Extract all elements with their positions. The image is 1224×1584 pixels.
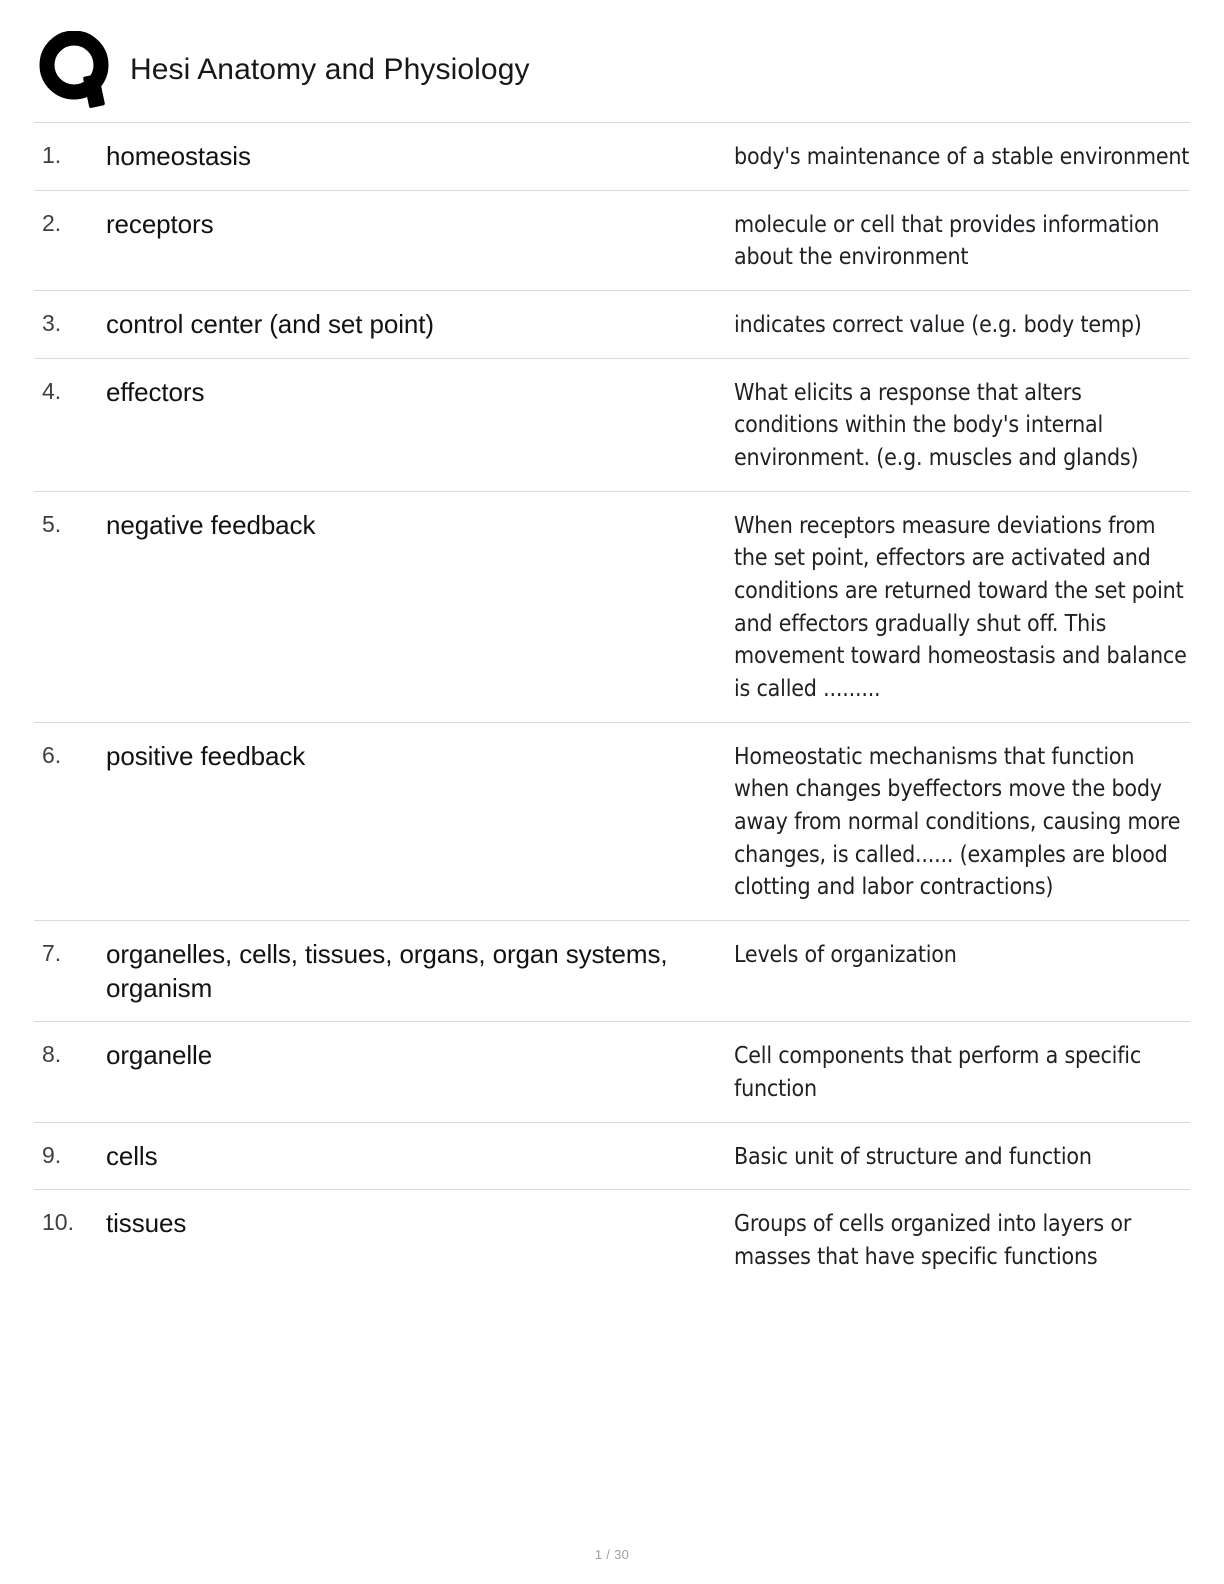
row-definition: Basic unit of structure and function: [734, 1143, 1092, 1170]
row-term: cells: [106, 1140, 158, 1171]
row-term: positive feedback: [106, 740, 306, 771]
row-definition: Homeostatic mechanisms that function when changes byeffectors move the body away from normal conditions, causing more changes, is called...... (examples are blood clotting and labor contractions): [734, 743, 1181, 901]
row-number: 6.: [42, 741, 62, 768]
document-header: [34, 24, 1190, 116]
row-number: 8.: [42, 1041, 62, 1068]
row-definition: When receptors measure deviations from the set point, effectors are activated and conditions are returned toward the set point and effectors gradually shut off. This movement toward homeostasis and balance is called .........: [734, 512, 1187, 702]
row-definition: Groups of cells organized into layers or masses that have specific functions: [734, 1211, 1132, 1271]
row-number: 10.: [42, 1209, 74, 1236]
table-row: [34, 492, 1190, 723]
terms-table: [34, 122, 1190, 1290]
row-number: 2.: [42, 209, 62, 236]
row-definition: What elicits a response that alters conditions within the body's internal environment. (e.g. muscles and glands): [734, 379, 1139, 471]
table-row: [34, 359, 1190, 492]
page-indicator: 1 / 30: [594, 1547, 630, 1562]
row-term: homeostasis: [106, 141, 251, 171]
row-definition: molecule or cell that provides information about the environment: [734, 211, 1160, 271]
table-row: [34, 723, 1190, 921]
row-term: organelle: [106, 1040, 213, 1071]
table-row: [34, 191, 1190, 291]
row-number: 3.: [42, 309, 62, 336]
table-row: [34, 1022, 1190, 1122]
row-number: 5.: [42, 510, 62, 537]
page-title: Hesi Anatomy and Physiology: [130, 53, 530, 86]
row-term: effectors: [106, 376, 205, 407]
row-number: 4.: [42, 377, 62, 404]
table-row: [34, 1190, 1190, 1289]
row-number: 9.: [42, 1141, 62, 1168]
row-definition: Cell components that perform a specific function: [734, 1043, 1142, 1103]
row-definition: body's maintenance of a stable environment: [734, 144, 1190, 170]
row-term: negative feedback: [106, 509, 316, 540]
row-term: organelles, cells, tissues, organs, organ systems, organism: [106, 938, 668, 1004]
row-definition: Levels of organization: [734, 941, 957, 968]
row-number: 1.: [42, 142, 62, 168]
table-row: [34, 1123, 1190, 1191]
row-term: tissues: [106, 1208, 187, 1239]
row-number: 7.: [42, 939, 62, 966]
row-definition: indicates correct value (e.g. body temp): [734, 311, 1142, 338]
table-row: [34, 123, 1190, 191]
table-row: [34, 291, 1190, 359]
row-term: receptors: [106, 208, 214, 239]
row-term: control center (and set point): [106, 308, 434, 339]
table-row: [34, 921, 1190, 1023]
quizlet-q-logo-icon: [38, 31, 116, 109]
